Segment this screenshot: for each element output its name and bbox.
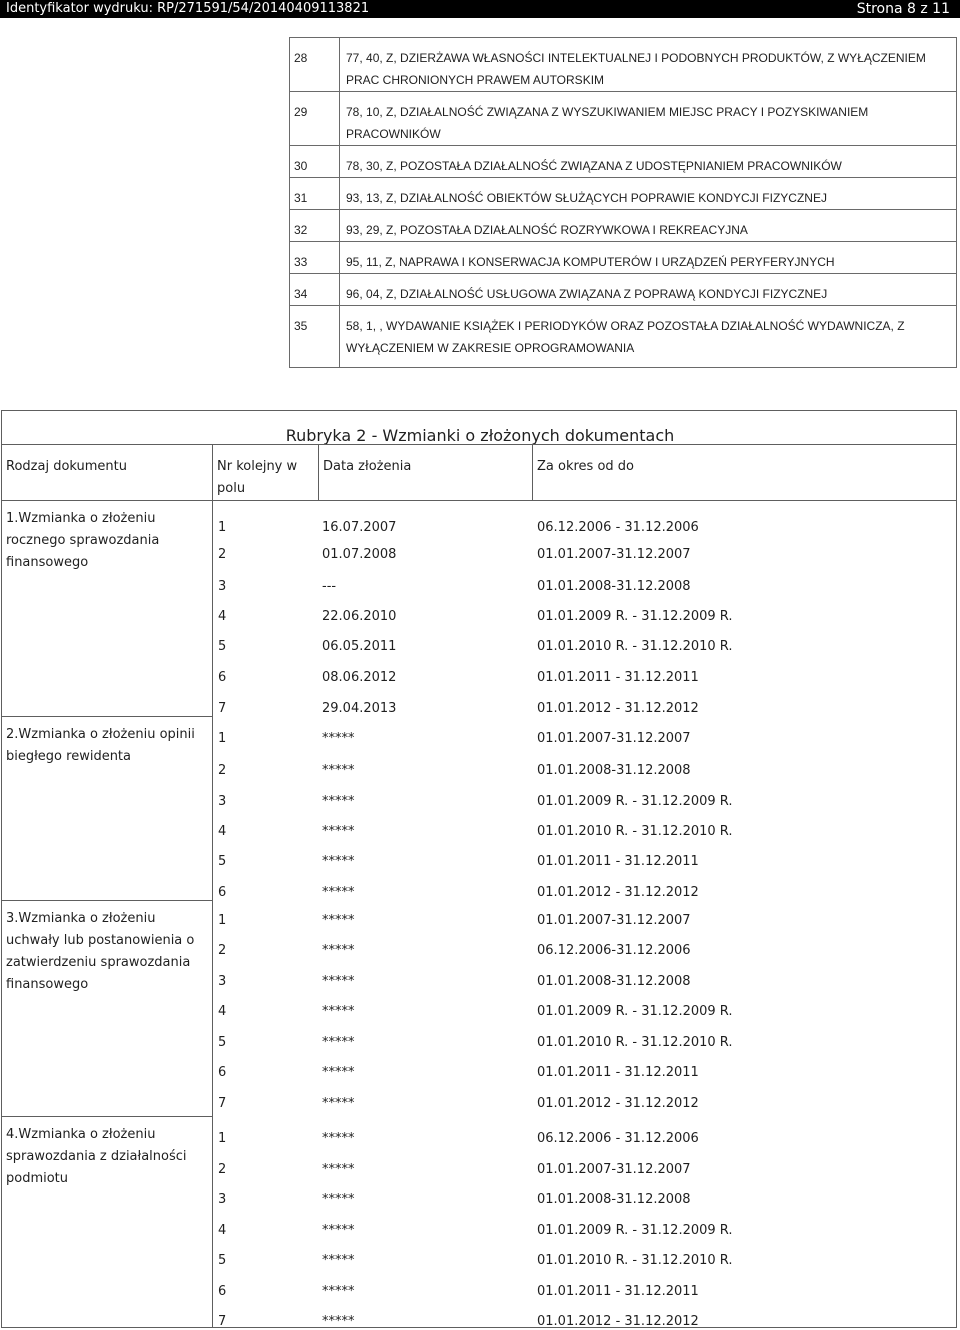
entry-number: 5 (218, 1035, 227, 1050)
reporting-period: 01.01.2007-31.12.2007 (537, 547, 691, 562)
filing-date: ***** (322, 824, 355, 839)
filing-date: ***** (322, 974, 355, 989)
rubryka-2-section (1, 410, 957, 1328)
entry-number: 3 (218, 974, 227, 989)
entry-number: 2 (218, 943, 227, 958)
pkd-row-description: 58, 1, , WYDAWANIE KSIĄŻEK I PERIODYKÓW ORAZ POZOSTAŁA DZIAŁALNOŚĆ WYDAWNICZA, Z WYŁĄCZENIEM W ZAKRESIE OPROGRAMOWANIA (340, 306, 957, 368)
entry-number: 5 (218, 1253, 227, 1268)
entry-number: 4 (218, 1223, 227, 1238)
entry-number: 7 (218, 701, 227, 716)
column-header-number: Nr kolejny w polu (217, 459, 298, 496)
entry-number: 7 (218, 1096, 227, 1111)
reporting-period: 01.01.2007-31.12.2007 (537, 731, 691, 746)
pkd-row-description: 93, 13, Z, DZIAŁALNOŚĆ OBIEKTÓW SŁUŻĄCYCH POPRAWIE KONDYCJI FIZYCZNEJ (340, 178, 957, 210)
document-type-name: 1.Wzmianka o złożeniu rocznego sprawozdania finansowego (6, 511, 160, 570)
reporting-period: 01.01.2010 R. - 31.12.2010 R. (537, 639, 733, 654)
pkd-row-description: 93, 29, Z, POZOSTAŁA DZIAŁALNOŚĆ ROZRYWKOWA I REKREACYJNA (340, 210, 957, 242)
pkd-row (290, 178, 957, 210)
filing-date: 22.06.2010 (322, 609, 397, 624)
column-divider (212, 444, 213, 500)
filing-date: ***** (322, 1004, 355, 1019)
entry-number: 7 (218, 1314, 227, 1329)
group-separator (2, 1116, 213, 1117)
pkd-row (290, 146, 957, 178)
filing-date: 08.06.2012 (322, 670, 397, 685)
column-divider (532, 444, 533, 500)
reporting-period: 06.12.2006 - 31.12.2006 (537, 520, 699, 535)
entry-number: 1 (218, 520, 227, 535)
filing-date: ***** (322, 1223, 355, 1238)
filing-date: ***** (322, 943, 355, 958)
pkd-row-description: 78, 10, Z, DZIAŁALNOŚĆ ZWIĄZANA Z WYSZUKIWANIEM MIEJSC PRACY I POZYSKIWANIEM PRACOWNIKÓW (340, 92, 957, 146)
reporting-period: 01.01.2009 R. - 31.12.2009 R. (537, 609, 733, 624)
entry-number: 3 (218, 579, 227, 594)
group-separator (2, 900, 213, 901)
column-header-date: Data złożenia (323, 459, 412, 474)
title-divider (2, 444, 956, 445)
reporting-period: 01.01.2012 - 31.12.2012 (537, 885, 699, 900)
pkd-row-number: 29 (290, 92, 340, 146)
filing-date: 06.05.2011 (322, 639, 397, 654)
reporting-period: 01.01.2008-31.12.2008 (537, 579, 691, 594)
reporting-period: 01.01.2009 R. - 31.12.2009 R. (537, 1223, 733, 1238)
filing-date: ***** (322, 1065, 355, 1080)
reporting-period: 01.01.2012 - 31.12.2012 (537, 1314, 699, 1329)
filing-date: 16.07.2007 (322, 520, 397, 535)
filing-date: ***** (322, 1035, 355, 1050)
entry-number: 4 (218, 824, 227, 839)
document-type-name: 4.Wzmianka o złożeniu sprawozdania z działalności podmiotu (6, 1127, 187, 1186)
entry-number: 6 (218, 670, 227, 685)
print-identifier: Identyfikator wydruku: RP/271591/54/20140409113821 (6, 1, 370, 16)
pkd-row-description: 77, 40, Z, DZIERŻAWA WŁASNOŚCI INTELEKTUALNEJ I PODOBNYCH PRODUKTÓW, Z WYŁĄCZENIEM PRAC CHRONIONYCH PRAWEM AUTORSKIM (340, 38, 957, 92)
entry-number: 2 (218, 763, 227, 778)
pkd-row-number: 30 (290, 146, 340, 178)
entry-number: 3 (218, 1192, 227, 1207)
entry-number: 6 (218, 1284, 227, 1299)
entry-number: 4 (218, 1004, 227, 1019)
reporting-period: 01.01.2010 R. - 31.12.2010 R. (537, 1253, 733, 1268)
pkd-row (290, 274, 957, 306)
reporting-period: 01.01.2011 - 31.12.2011 (537, 1065, 699, 1080)
page-number: Strona 8 z 11 (856, 1, 950, 17)
filing-date: ***** (322, 1096, 355, 1111)
group-divider (212, 500, 213, 1327)
filing-date: ***** (322, 885, 355, 900)
section-title: Rubryka 2 - Wzmianki o złożonych dokumentach (285, 426, 675, 445)
pkd-row-number: 28 (290, 38, 340, 92)
pkd-row-number: 31 (290, 178, 340, 210)
pkd-row (290, 38, 957, 92)
entry-number: 5 (218, 639, 227, 654)
reporting-period: 01.01.2010 R. - 31.12.2010 R. (537, 824, 733, 839)
filing-date: ***** (322, 854, 355, 869)
filing-date: ***** (322, 1192, 355, 1207)
reporting-period: 01.01.2009 R. - 31.12.2009 R. (537, 1004, 733, 1019)
entry-number: 6 (218, 1065, 227, 1080)
group-separator (2, 716, 213, 717)
filing-date: ***** (322, 763, 355, 778)
filing-date: ***** (322, 731, 355, 746)
pkd-row-description: 95, 11, Z, NAPRAWA I KONSERWACJA KOMPUTERÓW I URZĄDZEŃ PERYFERYJNYCH (340, 242, 957, 274)
reporting-period: 01.01.2009 R. - 31.12.2009 R. (537, 794, 733, 809)
reporting-period: 06.12.2006 - 31.12.2006 (537, 1131, 699, 1146)
filing-date: 29.04.2013 (322, 701, 397, 716)
entry-number: 1 (218, 1131, 227, 1146)
pkd-row-number: 35 (290, 306, 340, 368)
column-divider (318, 444, 319, 500)
entry-number: 3 (218, 794, 227, 809)
entry-number: 2 (218, 1162, 227, 1177)
column-header-type: Rodzaj dokumentu (6, 459, 127, 474)
pkd-row (290, 210, 957, 242)
reporting-period: 01.01.2011 - 31.12.2011 (537, 1284, 699, 1299)
pkd-row-number: 32 (290, 210, 340, 242)
filing-date: ***** (322, 794, 355, 809)
filing-date: ***** (322, 913, 355, 928)
filing-date: --- (322, 579, 337, 594)
reporting-period: 01.01.2008-31.12.2008 (537, 763, 691, 778)
reporting-period: 06.12.2006-31.12.2006 (537, 943, 691, 958)
filing-date: ***** (322, 1314, 355, 1329)
entry-number: 1 (218, 913, 227, 928)
pkd-row (290, 306, 957, 368)
pkd-row (290, 242, 957, 274)
filing-date: ***** (322, 1131, 355, 1146)
pkd-row-number: 34 (290, 274, 340, 306)
reporting-period: 01.01.2010 R. - 31.12.2010 R. (537, 1035, 733, 1050)
reporting-period: 01.01.2007-31.12.2007 (537, 1162, 691, 1177)
filing-date: ***** (322, 1284, 355, 1299)
reporting-period: 01.01.2011 - 31.12.2011 (537, 854, 699, 869)
pkd-row (290, 92, 957, 146)
reporting-period: 01.01.2008-31.12.2008 (537, 974, 691, 989)
reporting-period: 01.01.2008-31.12.2008 (537, 1192, 691, 1207)
reporting-period: 01.01.2011 - 31.12.2011 (537, 670, 699, 685)
print-header-bar (0, 0, 960, 18)
pkd-row-number: 33 (290, 242, 340, 274)
column-header-period: Za okres od do (537, 459, 634, 474)
filing-date: 01.07.2008 (322, 547, 397, 562)
reporting-period: 01.01.2012 - 31.12.2012 (537, 1096, 699, 1111)
entry-number: 6 (218, 885, 227, 900)
header-divider (2, 500, 956, 501)
pkd-row-description: 96, 04, Z, DZIAŁALNOŚĆ USŁUGOWA ZWIĄZANA Z POPRAWĄ KONDYCJI FIZYCZNEJ (340, 274, 957, 306)
pkd-activity-table (289, 37, 957, 368)
reporting-period: 01.01.2007-31.12.2007 (537, 913, 691, 928)
filing-date: ***** (322, 1253, 355, 1268)
reporting-period: 01.01.2012 - 31.12.2012 (537, 701, 699, 716)
document-type-name: 2.Wzmianka o złożeniu opinii biegłego rewidenta (6, 727, 195, 764)
entry-number: 1 (218, 731, 227, 746)
pkd-row-description: 78, 30, Z, POZOSTAŁA DZIAŁALNOŚĆ ZWIĄZANA Z UDOSTĘPNIANIEM PRACOWNIKÓW (340, 146, 957, 178)
document-type-name: 3.Wzmianka o złożeniu uchwały lub postanowienia o zatwierdzeniu sprawozdania finansowego (6, 911, 195, 992)
filing-date: ***** (322, 1162, 355, 1177)
entry-number: 5 (218, 854, 227, 869)
entry-number: 4 (218, 609, 227, 624)
entry-number: 2 (218, 547, 227, 562)
